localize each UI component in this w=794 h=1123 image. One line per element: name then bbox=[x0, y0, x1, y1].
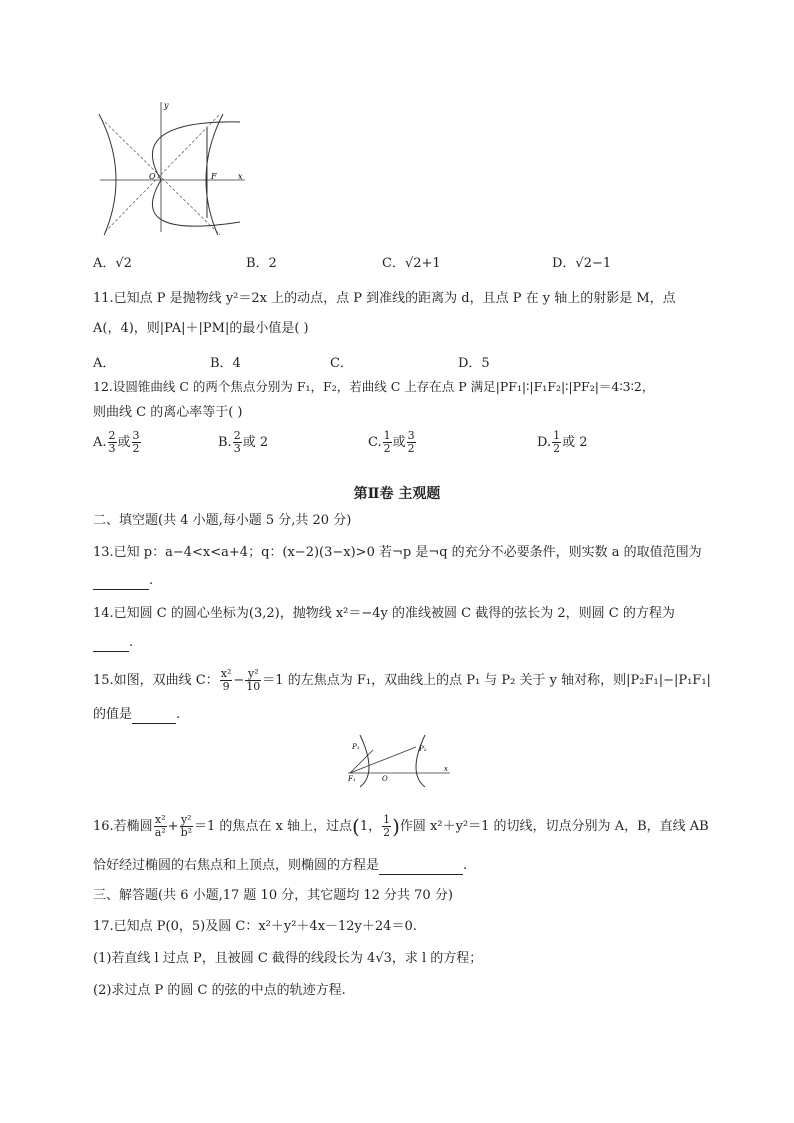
fig10-y-label: y bbox=[164, 101, 169, 110]
q12-a-frac1-num: 2 bbox=[108, 429, 116, 442]
q15-frac2-num: y² bbox=[245, 668, 261, 681]
q12-d-or: 或 2 bbox=[562, 435, 588, 450]
q12-a-frac2-num: 3 bbox=[132, 429, 140, 442]
q17-part2: (2)求过点 P 的圆 C 的弦的中点的轨迹方程. bbox=[93, 983, 346, 998]
q16-stem-line2 bbox=[93, 857, 467, 875]
fig15-p1-label: P₁ bbox=[352, 743, 360, 751]
q12-d-frac1 bbox=[552, 430, 561, 455]
q15-post: ＝1 的左焦点为 F₁，双曲线上的点 P₁ 与 P₂ 关于 y 轴对称，则|P₂F₁|−|P₁F₁| bbox=[262, 673, 711, 688]
q12-a-frac2-den: 2 bbox=[132, 442, 140, 455]
q12-a-frac1-den: 3 bbox=[108, 442, 116, 455]
q12-c-prefix: C. bbox=[368, 435, 382, 450]
q12-option-d bbox=[537, 430, 588, 455]
q12-option-a bbox=[93, 430, 142, 455]
q12-d-prefix: D. bbox=[537, 435, 552, 450]
q15-minus: − bbox=[233, 673, 245, 688]
q15-stem-line2 bbox=[93, 706, 180, 724]
q12-a-prefix: A. bbox=[93, 435, 107, 450]
fig10-origin-label: O bbox=[149, 172, 156, 181]
q16-point-close: ) bbox=[392, 814, 400, 839]
q12-d-frac1-den: 2 bbox=[553, 442, 561, 455]
q16-point: ( bbox=[352, 814, 360, 839]
q11-option-a: A． bbox=[93, 356, 116, 371]
q16-frac1 bbox=[154, 814, 167, 839]
fig15-f1-label: F₁ bbox=[348, 775, 356, 783]
section-2-title: 第Ⅱ卷 主观题 bbox=[353, 486, 441, 502]
q15-frac1-den: 9 bbox=[222, 680, 230, 693]
q12-stem-line1: 12.设圆锥曲线 C 的两个焦点分别为 F₁，F₂，若曲线 C 上存在点 P 满足|PF₁|∶|F₁F₂|∶|PF₂|＝4∶3∶2， bbox=[93, 379, 655, 394]
q12-c-frac1-den: 2 bbox=[383, 442, 391, 455]
q12-c-frac2-den: 2 bbox=[407, 442, 415, 455]
fig15-p2-label: P₂ bbox=[419, 745, 427, 753]
q16-frac2 bbox=[180, 814, 193, 839]
q16-stem-line1 bbox=[93, 814, 709, 839]
q12-b-or: 或 2 bbox=[242, 435, 269, 450]
q12-a-frac1 bbox=[108, 430, 117, 455]
q12-b-frac1-den: 3 bbox=[233, 442, 241, 455]
q12-b-frac1 bbox=[233, 430, 242, 455]
q12-option-c bbox=[368, 430, 417, 455]
q16-post: 作圆 x²＋y²＝1 的切线，切点分别为 A，B，直线 AB bbox=[399, 819, 709, 834]
q12-c-frac1-num: 1 bbox=[383, 429, 391, 442]
q12-c-frac2-num: 3 bbox=[407, 429, 415, 442]
q16-frac2-den: b² bbox=[180, 826, 193, 839]
q16-frac1-num: x² bbox=[154, 813, 166, 826]
q12-c-frac2 bbox=[407, 430, 416, 455]
q16-point-frac bbox=[382, 814, 391, 839]
q12-b-prefix: B. bbox=[218, 435, 232, 450]
q10-option-a: A．√2 bbox=[93, 256, 132, 271]
q16-prefix: 16.若椭圆 bbox=[93, 819, 153, 834]
q11-option-b: B．4 bbox=[210, 356, 241, 371]
q11-option-d: D．5 bbox=[458, 356, 490, 371]
q15-answer-blank[interactable] bbox=[132, 709, 176, 724]
q15-frac1 bbox=[220, 668, 233, 693]
q10-option-d: D．√2−1 bbox=[552, 256, 612, 271]
q16-answer-blank[interactable] bbox=[379, 860, 463, 875]
q12-a-or: 或 bbox=[117, 435, 131, 450]
q11-stem-line1: 11.已知点 P 是抛物线 y²＝2x 上的动点，点 P 到准线的距离为 d，且点 P 在 y 轴上的射影是 M，点 bbox=[93, 291, 676, 306]
q15-hyperbola-figure bbox=[340, 733, 455, 788]
q15-frac2-den: 10 bbox=[246, 680, 261, 693]
q14-end: . bbox=[129, 635, 134, 650]
q15-end: . bbox=[176, 707, 181, 722]
q16-plus: + bbox=[167, 819, 179, 834]
q10-option-c: C．√2+1 bbox=[382, 256, 441, 271]
q15-line2-text: 的值是 bbox=[93, 707, 133, 722]
q15-stem-line1 bbox=[93, 668, 711, 693]
q13-answer-blank[interactable] bbox=[93, 575, 149, 590]
q14-answer-line bbox=[93, 634, 133, 652]
q11-stem-line2: A(，4)，则|PA|＋|PM|的最小值是( ) bbox=[93, 321, 309, 336]
q17-stem-line1: 17.已知点 P(0，5)及圆 C：x²＋y²＋4x－12y＋24＝0. bbox=[93, 919, 417, 934]
fig10-x-label: x bbox=[238, 172, 243, 181]
q11-option-c: C． bbox=[330, 356, 353, 371]
solution-section-header: 三、解答题(共 6 小题,17 题 10 分，其它题均 12 分共 70 分) bbox=[93, 888, 453, 903]
q12-b-frac1-num: 2 bbox=[233, 429, 241, 442]
q16-point-frac-num: 1 bbox=[383, 813, 391, 826]
q16-point-frac-den: 2 bbox=[383, 826, 391, 839]
fig15-x-label: x bbox=[444, 765, 448, 773]
q10-option-b: B．2 bbox=[246, 256, 277, 271]
q12-stem-line2: 则曲线 C 的离心率等于( ) bbox=[93, 405, 243, 420]
q16-mid: ＝1 的焦点在 x 轴上，过点 bbox=[194, 819, 353, 834]
q12-c-frac1 bbox=[383, 430, 392, 455]
q13-stem-line1: 13.已知 p：a−4<x<a+4；q：(x−2)(3−x)>0 若¬p 是¬q 的充分不必要条件，则实数 a 的取值范围为 bbox=[93, 545, 702, 560]
q13-answer-line bbox=[93, 572, 153, 590]
q12-option-b bbox=[218, 430, 268, 455]
q16-end: . bbox=[463, 858, 468, 873]
q16-frac1-den: a² bbox=[154, 826, 166, 839]
q10-hyperbola-parabola-figure bbox=[95, 100, 250, 235]
q12-a-frac2 bbox=[132, 430, 141, 455]
fill-in-section-header: 二、填空题(共 4 小题,每小题 5 分,共 20 分) bbox=[93, 513, 352, 528]
q12-c-or: 或 bbox=[392, 435, 406, 450]
fig10-f-label: F bbox=[211, 172, 217, 181]
q15-frac1-num: x² bbox=[220, 667, 232, 680]
fig15-origin-label: O bbox=[382, 775, 388, 783]
q14-answer-blank[interactable] bbox=[93, 637, 129, 652]
q15-frac2 bbox=[245, 668, 261, 693]
q16-line2-text: 恰好经过椭圆的右焦点和上顶点，则椭圆的方程是 bbox=[93, 858, 380, 873]
q13-end: . bbox=[149, 573, 154, 588]
q12-d-frac1-num: 1 bbox=[553, 429, 561, 442]
q16-frac2-num: y² bbox=[180, 813, 192, 826]
q14-stem-line1: 14.已知圆 C 的圆心坐标为(3,2)，抛物线 x²＝−4y 的准线被圆 C 截得的弦长为 2，则圆 C 的方程为 bbox=[93, 606, 675, 621]
q17-part1: (1)若直线 l 过点 P，且被圆 C 截得的线段长为 4√3，求 l 的方程； bbox=[93, 951, 483, 966]
q16-point-a: 1， bbox=[359, 819, 382, 834]
q15-prefix: 15.如图，双曲线 C： bbox=[93, 673, 219, 688]
